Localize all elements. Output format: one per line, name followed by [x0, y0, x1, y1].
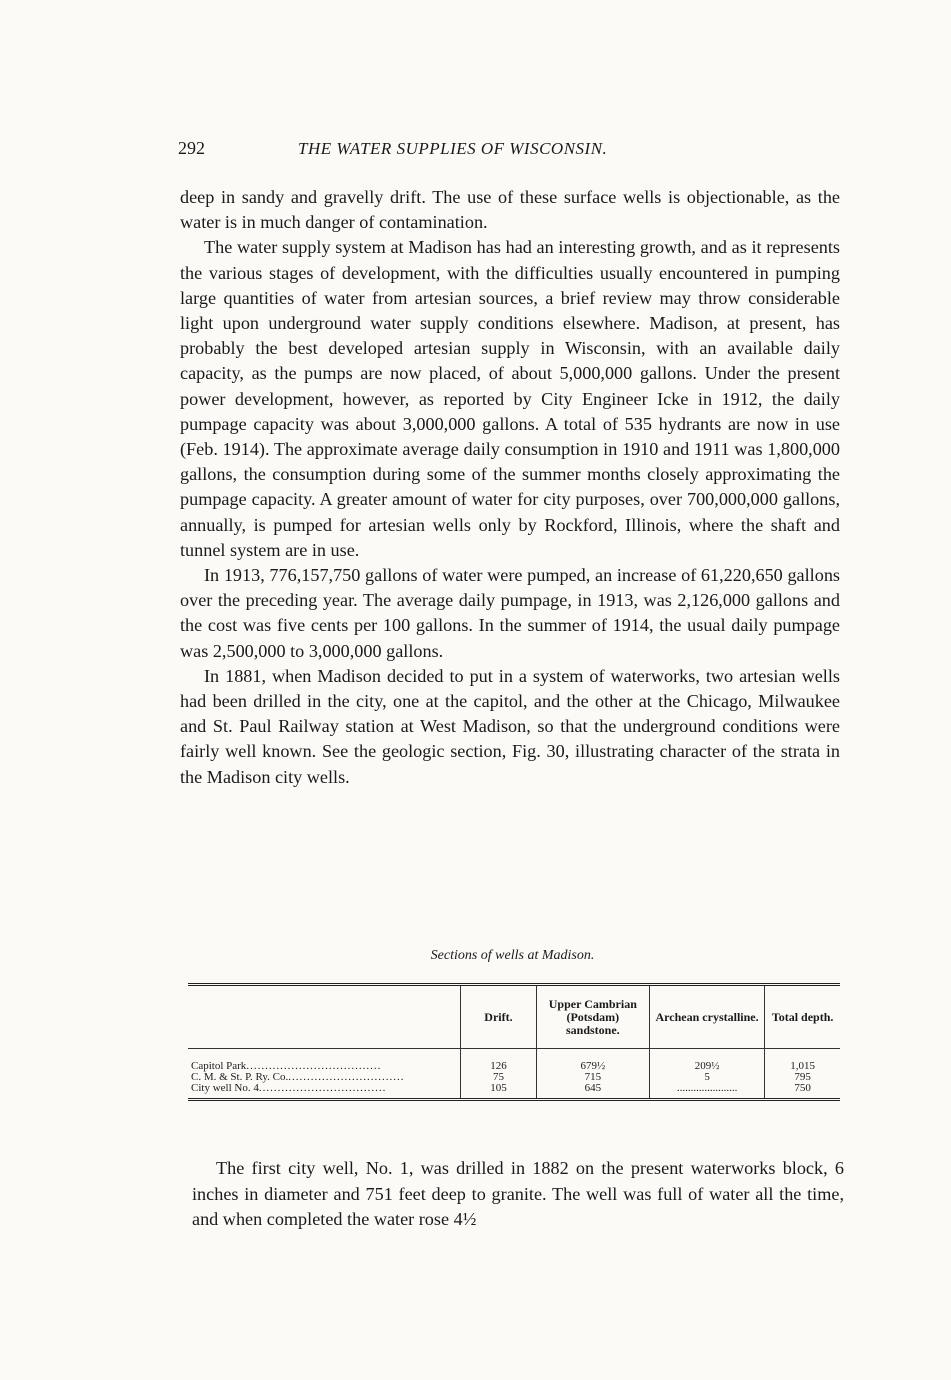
cell-total: 795	[765, 1072, 840, 1083]
cell-archean: ......................	[649, 1083, 764, 1098]
table-row	[188, 1072, 840, 1083]
cell-sandstone: 715	[536, 1072, 649, 1083]
cell-drift: 126	[461, 1049, 537, 1073]
cell-sandstone: 645	[536, 1083, 649, 1098]
cell-drift: 75	[461, 1072, 537, 1083]
wells-table	[188, 983, 840, 1101]
row-name: Capitol Park	[191, 1060, 247, 1072]
row-name: City well No. 4	[191, 1083, 259, 1094]
table-row	[188, 1049, 840, 1073]
cell-archean: 209½	[649, 1049, 764, 1073]
cell-total: 1,015	[765, 1049, 840, 1073]
column-header-drift: Drift.	[461, 986, 537, 1049]
paragraph: In 1881, when Madison decided to put in a system of waterworks, two artesian wells had been drilled in the city, one at the capitol, and the other at the Chicago, Milwaukee and St. Paul Railway station at West Madison, so that the underground conditions were fairly well known. See the geologic section, Fig. 30, illustrating character of the strata in the Madison city wells.	[180, 665, 840, 787]
paragraph: deep in sandy and gravelly drift. The use of these surface wells is objectionable, as the water is in much danger of contamination.	[180, 187, 840, 233]
page-number: 292	[178, 138, 205, 158]
table-row	[188, 1083, 840, 1098]
paragraph: The water supply system at Madison has had an interesting growth, and as it represents the various stages of development, with the difficulties usually encountered in pumping large quantities of water from artesian sources, a brief review may throw considerable light upon underground water supply conditions elsewhere. Madison, at present, has probably the best developed artesian supply in Wisconsin, with an available daily capacity, as the pumps are now placed, of about 5,000,000 gallons. Under the present power development, however, as reported by City Engineer Icke in 1912, the daily pumpage capacity was about 3,000,000 gallons. A total of 535 hydrants are now in use (Feb. 1914). The approximate average daily consumption in 1910 and 1911 was 1,800,000 gallons, the consumption during some of the summer months closely approximating the pumpage capacity. A greater amount of water for city purposes, over 700,000,000 gallons, annually, is pumped for artesian wells only by Rockford, Illinois, where the shaft and tunnel system are in use.	[180, 237, 840, 560]
running-title: THE WATER SUPPLIES OF WISCONSIN.	[298, 139, 608, 158]
body-text	[180, 185, 840, 790]
header-blank	[188, 986, 461, 1049]
table-caption: Sections of wells at Madison.	[430, 948, 595, 963]
paragraph: The first city well, No. 1, was drilled in 1882 on the present waterworks block, 6 inches in diameter and 751 feet deep to granite. The well was full of water all the time, and when completed the water rose 4½	[192, 1158, 844, 1229]
column-header-archean: Archean crystalline.	[649, 986, 764, 1049]
cell-sandstone: 679½	[536, 1049, 649, 1073]
body-text-continued	[192, 1156, 844, 1233]
row-name: C. M. & St. P. Ry. Co.	[191, 1072, 289, 1083]
column-header-sandstone: Upper Cambrian (Potsdam) sandstone.	[536, 986, 649, 1049]
leader-dots: ....................................	[246, 1060, 382, 1072]
leader-dots: ..................................	[258, 1083, 387, 1094]
table-bottom-rule	[188, 1098, 840, 1101]
paragraph: In 1913, 776,157,750 gallons of water were pumped, an increase of 61,220,650 gallons over the preceding year. The average daily pumpage, in 1913, was 2,126,000 gallons and the cost was five cents per 100 gallons. In the summer of 1914, the usual daily pumpage was 2,500,000 to 3,000,000 gallons.	[180, 565, 840, 661]
page-header	[178, 138, 698, 159]
cell-drift: 105	[461, 1083, 537, 1098]
column-header-total: Total depth.	[765, 986, 840, 1049]
cell-total: 750	[765, 1083, 840, 1098]
leader-dots: ...............................	[288, 1072, 405, 1083]
cell-archean: 5	[649, 1072, 764, 1083]
